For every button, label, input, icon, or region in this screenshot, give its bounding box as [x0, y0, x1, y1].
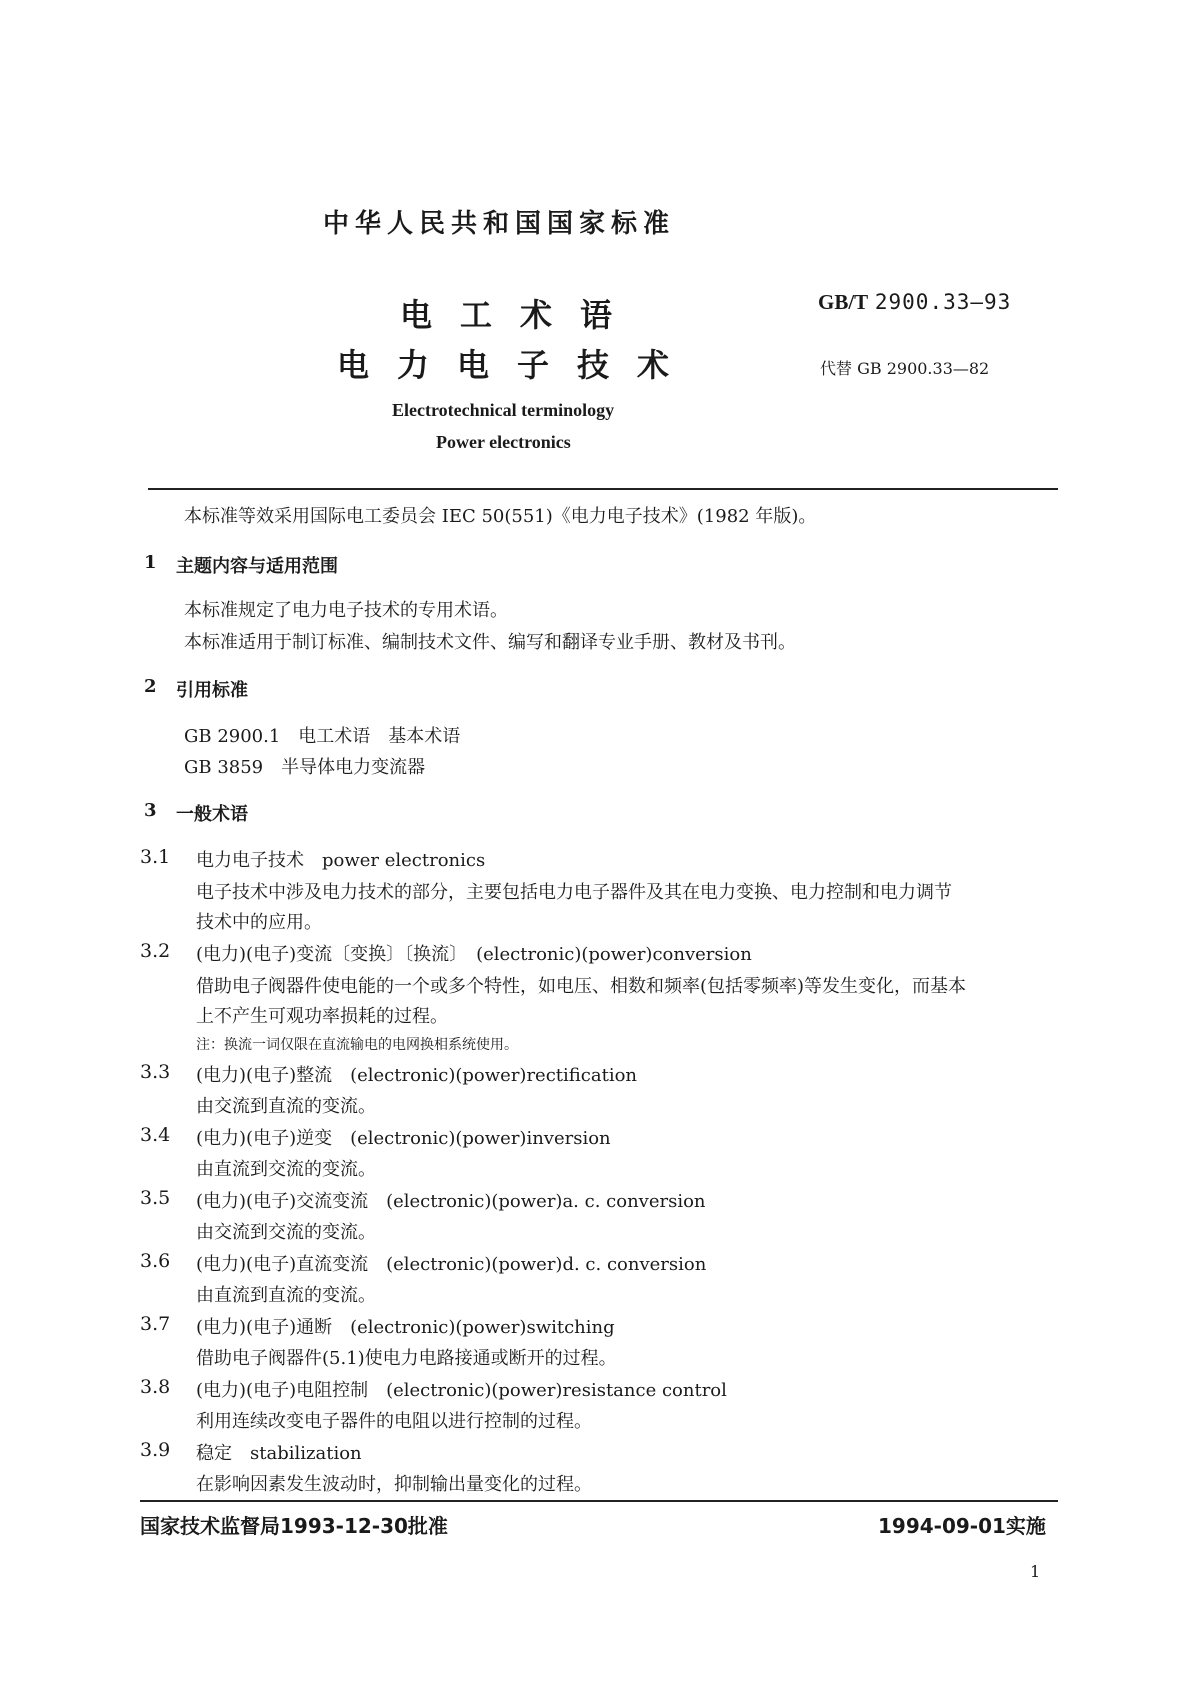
standard-number	[818, 290, 1011, 315]
term-definition: 电子技术中涉及电力技术的部分，主要包括电力电子器件及其在电力变换、电力控制和电力调节	[196, 882, 952, 903]
term-title: 稳定 stabilization	[196, 1443, 362, 1464]
term-number: 3.1	[140, 846, 171, 868]
term-title: 电力电子技术 power electronics	[196, 850, 486, 871]
reference-gb3859: GB 3859 半导体电力变流器	[184, 757, 426, 778]
section2-number: 2	[144, 676, 157, 697]
term-title: (电力)(电子)电阻控制 (electronic)(power)resistance control	[196, 1380, 727, 1401]
title-zh-line2: 电力电子技术	[337, 346, 698, 384]
title-en-line2: Power electronics	[436, 432, 571, 452]
header-divider	[148, 488, 1058, 490]
standard-code: 2900.33—93	[874, 290, 1012, 314]
term-title: (电力)(电子)变流〔变换〕〔换流〕 (electronic)(power)conversion	[196, 944, 752, 965]
page-number: 1	[1030, 1562, 1041, 1581]
title-en-line1: Electrotechnical terminology	[392, 400, 615, 420]
term-definition: 在影响因素发生波动时，抑制输出量变化的过程。	[196, 1474, 592, 1495]
term-definition: 由直流到交流的变流。	[196, 1159, 376, 1180]
section3-number: 3	[144, 800, 157, 821]
approval-line: 国家技术监督局1993-12-30批准	[140, 1514, 448, 1538]
reference-gb2900-1: GB 2900.1 电工术语 基本术语	[184, 726, 461, 747]
section1-paragraph-2: 本标准适用于制订标准、编制技术文件、编写和翻译专业手册、教材及书刊。	[184, 632, 796, 653]
term-definition: 由直流到直流的变流。	[196, 1285, 376, 1306]
term-title: (电力)(电子)通断 (electronic)(power)switching	[196, 1317, 615, 1338]
term-definition: 由交流到交流的变流。	[196, 1222, 376, 1243]
term-title: (电力)(电子)逆变 (electronic)(power)inversion	[196, 1128, 611, 1149]
section2-title: 引用标准	[176, 680, 248, 701]
term-number: 3.4	[140, 1124, 171, 1146]
section1-title: 主题内容与适用范围	[176, 556, 338, 577]
term-definition: 借助电子阀器件(5.1)使电力电路接通或断开的过程。	[196, 1348, 617, 1369]
term-title: (电力)(电子)直流变流 (electronic)(power)d. c. conversion	[196, 1254, 707, 1275]
replaces-standard: 代替 GB 2900.33—82	[820, 359, 990, 378]
term-note: 注：换流一词仅限在直流输电的电网换相系统使用。	[196, 1037, 518, 1053]
term-number: 3.2	[140, 940, 171, 962]
term-definition: 借助电子阀器件使电能的一个或多个特性，如电压、相数和频率(包括零频率)等发生变化，而基本	[196, 976, 967, 997]
section3-title: 一般术语	[176, 804, 248, 825]
term-number: 3.8	[140, 1376, 171, 1398]
term-number: 3.7	[140, 1313, 171, 1335]
term-number: 3.3	[140, 1061, 171, 1083]
term-definition: 由交流到直流的变流。	[196, 1096, 376, 1117]
term-definition: 技术中的应用。	[196, 912, 322, 933]
term-number: 3.6	[140, 1250, 171, 1272]
footer-divider	[140, 1500, 1058, 1502]
term-number: 3.9	[140, 1439, 171, 1461]
standard-prefix: GB/T	[818, 290, 869, 314]
intro-paragraph: 本标准等效采用国际电工委员会 IEC 50(551)《电力电子技术》(1982 年版)。	[184, 506, 817, 527]
term-definition: 利用连续改变电子器件的电阻以进行控制的过程。	[196, 1411, 592, 1432]
term-definition: 上不产生可观功率损耗的过程。	[196, 1006, 448, 1027]
section1-number: 1	[144, 552, 157, 573]
implementation-date: 1994-09-01实施	[878, 1514, 1046, 1538]
term-number: 3.5	[140, 1187, 171, 1209]
national-standard-title: 中华人民共和国国家标准	[323, 209, 676, 239]
term-title: (电力)(电子)交流变流 (electronic)(power)a. c. conversion	[196, 1191, 706, 1212]
section1-paragraph-1: 本标准规定了电力电子技术的专用术语。	[184, 600, 508, 621]
title-zh-line1: 电工术语	[400, 296, 641, 334]
term-title: (电力)(电子)整流 (electronic)(power)rectification	[196, 1065, 638, 1086]
